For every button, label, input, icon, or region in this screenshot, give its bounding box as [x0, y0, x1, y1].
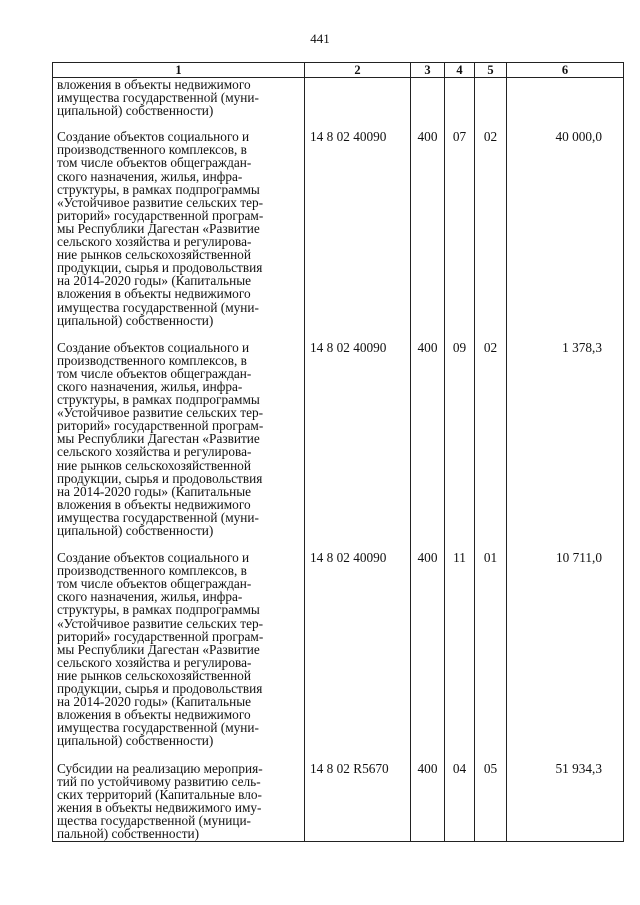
description-line: щества государственной (муници-	[57, 812, 251, 828]
description-line: продукции, сырья и продовольствия	[57, 260, 263, 276]
description-line: на 2014-2020 годы» (Капитальные	[57, 273, 252, 289]
table-header	[53, 63, 624, 78]
description-line: риторий» государственной програм-	[57, 207, 264, 223]
description-line: продукции, сырья и продовольствия	[57, 681, 263, 697]
target-code-cell: 14 8 02 40090	[305, 551, 411, 761]
description-line: ского назначения, жилья, инфра-	[57, 168, 243, 184]
expense-type-cell: 400	[411, 551, 445, 761]
description-line: ципальной) собственности)	[57, 523, 214, 538]
subsection-cell: 05	[475, 762, 507, 842]
subsection-cell: 01	[475, 551, 507, 761]
column-header-2: 2	[305, 63, 411, 78]
column-header-4: 4	[445, 63, 475, 78]
description-line: мы Республики Дагестан «Развитие	[57, 220, 260, 236]
description-cell	[53, 762, 305, 842]
description-line: вложения в объекты недвижимого	[57, 286, 251, 302]
amount-cell: 51 934,3	[507, 762, 624, 842]
description-cell	[53, 78, 305, 131]
description-line: ние рынков сельскохозяйственной	[57, 457, 251, 473]
budget-table	[52, 62, 624, 842]
target-code-cell: 14 8 02 40090	[305, 341, 411, 551]
description-line: мы Республики Дагестан «Развитие	[57, 431, 260, 447]
description-line: производственного комплексов, в	[57, 352, 247, 368]
table-body	[53, 78, 624, 842]
description-line: «Устойчивое развитие сельских тер-	[57, 405, 264, 421]
description-line: ских территорий (Капитальные вло-	[57, 786, 262, 802]
amount-cell: 1 378,3	[507, 341, 624, 551]
description-line: вложения в объекты недвижимого	[57, 707, 251, 723]
empty-cell	[445, 78, 475, 131]
description-line: имущества государственной (муни-	[57, 509, 259, 525]
description-line: риторий» государственной програм-	[57, 418, 264, 434]
description-line: производственного комплексов, в	[57, 563, 247, 579]
description-line: риторий» государственной програм-	[57, 628, 264, 644]
description-line: Создание объектов социального и	[57, 550, 250, 566]
description-line: вложения в объекты недвижимого	[57, 77, 251, 92]
description-line: производственного комплексов, в	[57, 142, 247, 158]
description-line: ципальной) собственности)	[57, 103, 214, 119]
description-line: том числе объектов общеграждан-	[57, 155, 252, 171]
description-line: продукции, сырья и продовольствия	[57, 470, 263, 486]
description-line: структуры, в рамках подпрограммы	[57, 392, 260, 408]
table-row	[53, 762, 624, 842]
description-line: ципальной) собственности)	[57, 733, 214, 749]
description-line: ципальной) собственности)	[57, 312, 214, 328]
description-line: ние рынков сельскохозяйственной	[57, 667, 251, 683]
description-line: ние рынков сельскохозяйственной	[57, 247, 251, 263]
description-cell	[53, 341, 305, 551]
empty-cell	[411, 78, 445, 131]
description-line: пальной) собственности)	[57, 825, 200, 841]
description-line: том числе объектов общеграждан-	[57, 365, 252, 381]
description-line: ского назначения, жилья, инфра-	[57, 378, 243, 394]
description-line: мы Республики Дагестан «Развитие	[57, 641, 260, 657]
table-row	[53, 341, 624, 551]
amount-cell: 40 000,0	[507, 130, 624, 340]
column-header-3: 3	[411, 63, 445, 78]
column-header-6: 6	[507, 63, 624, 78]
description-line: имущества государственной (муни-	[57, 299, 259, 315]
target-code-cell: 14 8 02 40090	[305, 130, 411, 340]
expense-type-cell: 400	[411, 762, 445, 842]
empty-cell	[507, 78, 624, 131]
amount-cell: 10 711,0	[507, 551, 624, 761]
header-row	[53, 63, 624, 78]
column-header-5: 5	[475, 63, 507, 78]
empty-cell	[305, 78, 411, 131]
section-cell: 07	[445, 130, 475, 340]
description-line: сельского хозяйства и регулирова-	[57, 654, 252, 670]
description-line: ского назначения, жилья, инфра-	[57, 589, 243, 605]
empty-cell	[475, 78, 507, 131]
subsection-cell: 02	[475, 130, 507, 340]
description-cell	[53, 130, 305, 340]
description-line: «Устойчивое развитие сельских тер-	[57, 194, 264, 210]
description-line: на 2014-2020 годы» (Капитальные	[57, 694, 252, 710]
description-line: вложения в объекты недвижимого	[57, 496, 251, 512]
page-number: 441	[310, 31, 330, 46]
description-line: Субсидии на реализацию мероприя-	[57, 760, 263, 776]
section-cell: 09	[445, 341, 475, 551]
expense-type-cell: 400	[411, 130, 445, 340]
description-line: имущества государственной (муни-	[57, 720, 259, 736]
description-line: том числе объектов общеграждан-	[57, 576, 252, 592]
description-line: жения в объекты недвижимого иму-	[57, 799, 262, 815]
subsection-cell: 02	[475, 341, 507, 551]
description-line: имущества государственной (муни-	[57, 90, 259, 106]
section-cell: 11	[445, 551, 475, 761]
description-line: «Устойчивое развитие сельских тер-	[57, 615, 264, 631]
description-line: структуры, в рамках подпрограммы	[57, 602, 260, 618]
description-line: тий по устойчивому развитию сель-	[57, 773, 261, 789]
continuation-row	[53, 78, 624, 131]
column-header-1: 1	[53, 63, 305, 78]
expense-type-cell: 400	[411, 341, 445, 551]
table-row	[53, 130, 624, 340]
description-cell	[53, 551, 305, 761]
description-line: на 2014-2020 годы» (Капитальные	[57, 483, 252, 499]
description-line: сельского хозяйства и регулирова-	[57, 234, 252, 250]
description-line: структуры, в рамках подпрограммы	[57, 181, 260, 197]
section-cell: 04	[445, 762, 475, 842]
target-code-cell: 14 8 02 R5670	[305, 762, 411, 842]
description-line: Создание объектов социального и	[57, 339, 250, 355]
description-line: сельского хозяйства и регулирова-	[57, 444, 252, 460]
description-line: Создание объектов социального и	[57, 129, 250, 145]
table-row	[53, 551, 624, 761]
